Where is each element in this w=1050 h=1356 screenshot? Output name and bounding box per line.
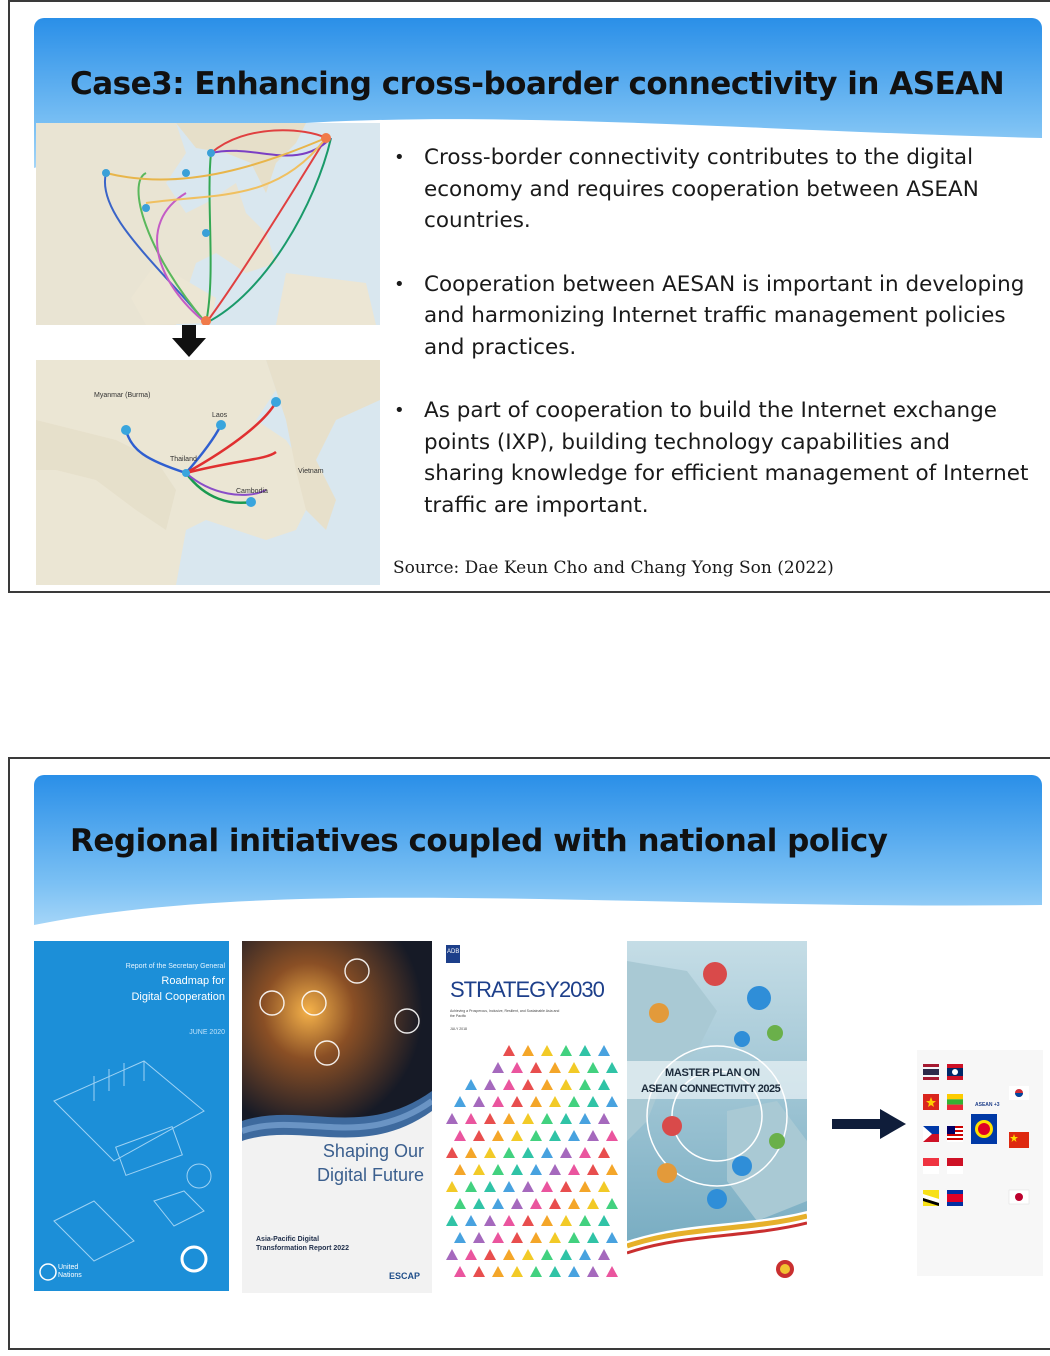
flags-asean-label: ASEAN +3	[975, 1102, 1000, 1108]
un-roadmap-cover	[34, 941, 229, 1291]
un-cover-date: JUNE 2020	[189, 1029, 225, 1036]
bullet-dot-icon: •	[394, 147, 405, 168]
bullet-dot-icon: •	[394, 400, 405, 421]
escap-cover-title-line1: Shaping Our	[322, 1141, 424, 1161]
mpac-2025-cover	[627, 941, 807, 1287]
adb-strategy-cover	[442, 941, 622, 1293]
asean-plus-three-flags	[917, 1050, 1043, 1276]
adb-logo: ADB	[447, 949, 460, 955]
un-cover-title-line1: Roadmap for	[161, 975, 225, 987]
un-org-line2: Nations	[58, 1272, 82, 1279]
bullet-text: Cross-border connectivity contributes to the digital economy and requires cooperation between ASEAN countries.	[424, 145, 979, 233]
slide-title: Case3: Enhancing cross-boarder connectivity in ASEAN	[70, 66, 1005, 102]
map-label-thailand: Thailand	[170, 456, 197, 463]
source-citation: Source: Dae Keun Cho and Chang Yong Son (2022)	[393, 558, 834, 578]
adb-cover-subtitle: Achieving a Prosperous, Inclusive, Resilient, and Sustainable Asia and the Pacific	[450, 1009, 560, 1018]
map-label-vietnam: Vietnam	[298, 468, 324, 475]
map-label-laos: Laos	[212, 412, 228, 419]
un-cover-org	[58, 1264, 82, 1280]
escap-report-cover	[242, 941, 432, 1293]
bullet-text: As part of cooperation to build the Internet exchange points (IXP), building technology capabilities and sharing knowledge for efficient management of Internet traffic are important.	[424, 398, 1029, 518]
adb-cover-date: JULY 2018	[450, 1027, 467, 1031]
mpac-cover-title-line1: MASTER PLAN ON	[665, 1067, 760, 1079]
connectivity-map-before	[36, 123, 380, 325]
bullet-list	[390, 142, 1030, 553]
un-cover-header: Report of the Secretary General	[125, 963, 225, 970]
escap-logo: ESCAP	[388, 1271, 420, 1281]
escap-cover-subtitle	[256, 1235, 349, 1253]
down-arrow-icon	[172, 325, 206, 357]
un-cover-title-line2: Digital Cooperation	[131, 991, 225, 1003]
escap-subtitle-line2: Transformation Report 2022	[256, 1245, 349, 1252]
slide-title: Regional initiatives coupled with national policy	[70, 823, 888, 859]
map-label-myanmar: Myanmar (Burma)	[94, 392, 151, 399]
map-label-cambodia: Cambodia	[236, 488, 268, 495]
bullet-item	[390, 269, 1030, 364]
adb-cover-title: STRATEGY2030	[450, 977, 604, 1002]
mpac-cover-title-line2: ASEAN CONNECTIVITY 2025	[641, 1083, 781, 1095]
escap-subtitle-line1: Asia-Pacific Digital	[256, 1236, 320, 1243]
escap-cover-title-line2: Digital Future	[316, 1165, 424, 1185]
slide-case3	[8, 0, 1050, 593]
bullet-item	[390, 142, 1030, 237]
bullet-text: Cooperation between AESAN is important in developing and harmonizing Internet traffic management policies and practices.	[424, 271, 1025, 360]
bullet-dot-icon: •	[394, 273, 405, 295]
bullet-item	[390, 395, 1030, 521]
connectivity-map-after	[36, 360, 380, 585]
slide-regional-initiatives	[8, 757, 1050, 1350]
un-org-line1: United	[58, 1264, 79, 1271]
right-arrow-icon	[832, 1109, 906, 1139]
